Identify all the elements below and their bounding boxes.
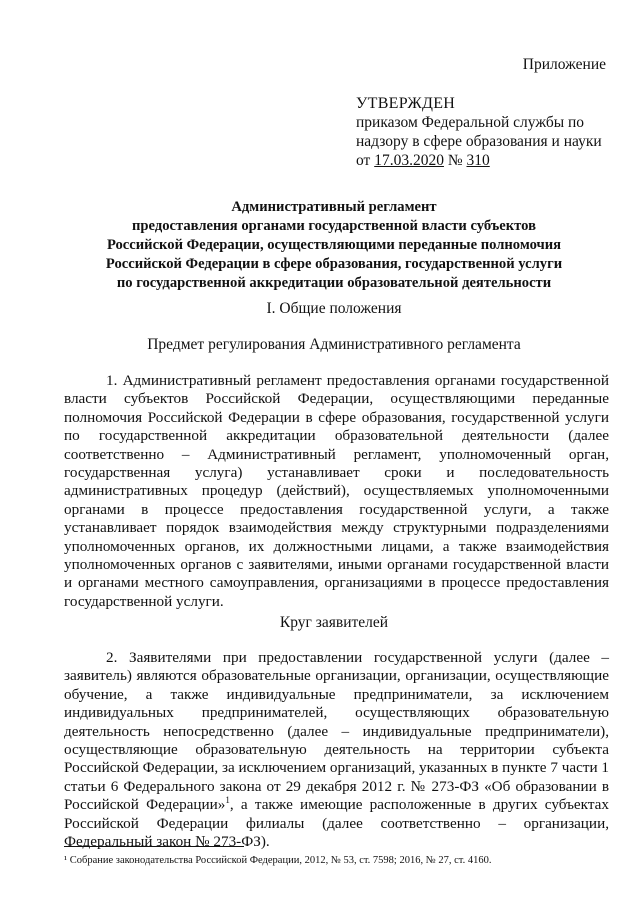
footnote: ¹ Собрание законодательства Российской Федерации, 2012, № 53, ст. 7598; 2016, № 27, ст. 4160. (64, 855, 492, 866)
paragraph-1: 1. Административный регламент предоставления органами государственной власти субъектов Российской Федерации, осуществляющими переданные полномочия Российской Федерации в сфере образования, государственной услуги по государственной аккредитации образовательной деятельности (далее соответственно – Административный регламент, уполномоченный орган, государственная услуга) устанавливает сроки и последовательность административных процедур (действий), осуществляемых уполномоченными органами в процессе предоставления государственной услуги, а также устанавливает порядок взаимодействия между структурными подразделениями уполномоченных органов, их должностными лицами, а также взаимодействия уполномоченных органов с заявителями, иными органами государственной власти и органами местного самоуправления, организациями в процессе предоставления государственной услуги. (64, 372, 609, 610)
paragraph-2-part-2: , а также имеющие расположенные в других субъектах Российской Федерации филиалы (далее соответственно – организации, Федеральный закон № 273-ФЗ). (64, 796, 609, 851)
approved-line-1: приказом Федеральной службы по (356, 114, 585, 131)
number-prefix: № (443, 152, 467, 169)
title-line: Российской Федерации, осуществляющими переданные полномочия (106, 237, 562, 253)
paragraph-2-part-1: 2. Заявителями при предоставлении государственной услуги (далее – заявитель) являются образовательные организации, организации, осуществляющие обучение, а также индивидуальные предприниматели, за исключением индивидуальных предпринимателей, осуществляющих образовательную деятельность непосредственно (далее – индивидуальные предприниматели), осуществляющие образовательную деятельность на территории субъекта Российской Федерации, за исключением организаций, указанных в пункте 7 части 1 статьи 6 Федерального закона от 29 декабря 2012 г. № 273-ФЗ «Об образовании в Российской Федерации» (64, 649, 609, 814)
date-prefix: от (356, 152, 375, 169)
approved-title: УТВЕРЖДЕН (356, 95, 456, 112)
section-heading: I. Общие положения (266, 300, 402, 317)
title-line: по государственной аккредитации образовательной деятельности (116, 275, 552, 291)
approval-date: 17.03.2020 (374, 152, 444, 169)
title-line: предоставления органами государственной власти субъектов (132, 218, 536, 234)
approval-block (356, 94, 616, 170)
title-line: Российской Федерации в сфере образования, государственной услуги (105, 256, 563, 272)
paragraph-2 (64, 649, 609, 851)
footnote-divider (64, 846, 244, 847)
approval-date-line (356, 151, 616, 170)
approval-number: 310 (466, 152, 490, 169)
approved-line-2: надзору в сфере образования и науки (356, 133, 602, 150)
document-title (64, 198, 604, 293)
title-line: Административный регламент (231, 199, 437, 215)
subsection-heading: Круг заявителей (279, 614, 389, 631)
appendix-label: Приложение (522, 56, 606, 73)
footnote-reference: 1 (225, 795, 230, 806)
subsection-heading: Предмет регулирования Административного регламента (147, 336, 521, 353)
